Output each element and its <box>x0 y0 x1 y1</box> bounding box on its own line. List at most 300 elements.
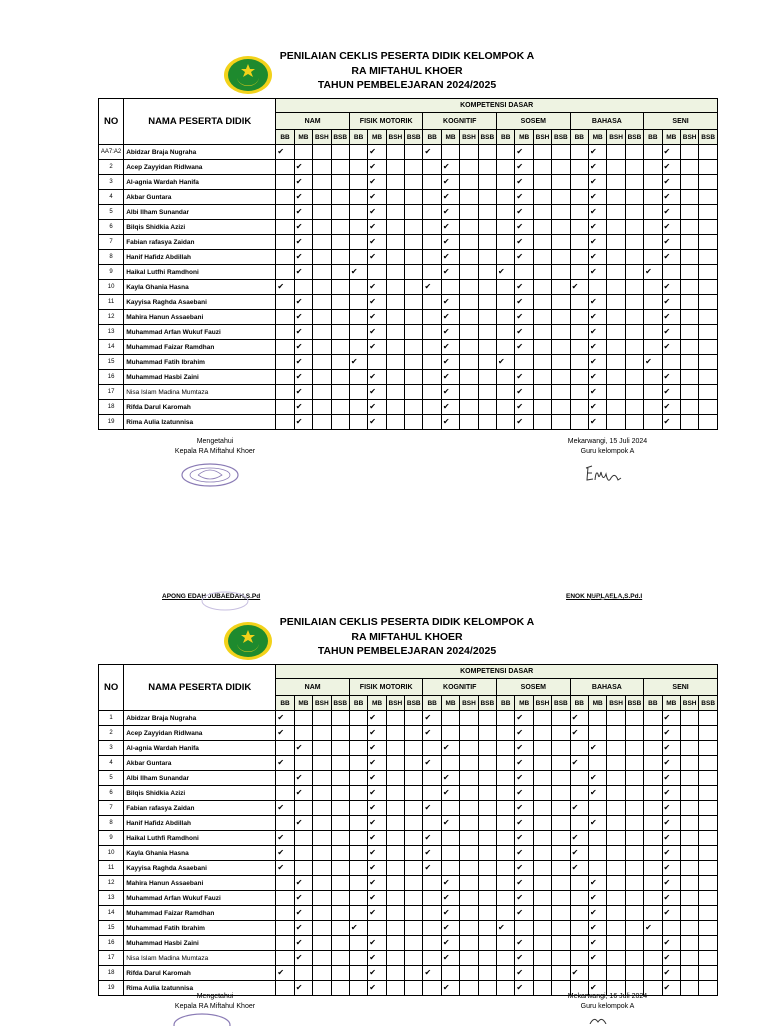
check-cell <box>607 741 625 756</box>
check-cell <box>644 726 662 741</box>
check-cell <box>386 160 404 175</box>
check-cell: ✔ <box>294 385 312 400</box>
check-cell <box>331 861 349 876</box>
check-cell <box>460 921 478 936</box>
check-cell <box>533 340 551 355</box>
table-row <box>99 340 718 355</box>
student-name: Muhammad Arfan Wukuf Fauzi <box>124 325 276 340</box>
check-cell <box>625 951 643 966</box>
check-cell <box>478 741 496 756</box>
check-cell <box>405 741 423 756</box>
check-cell: ✔ <box>515 891 533 906</box>
check-cell: ✔ <box>515 310 533 325</box>
check-cell <box>699 711 718 726</box>
check-cell: ✔ <box>570 861 588 876</box>
check-cell <box>276 951 294 966</box>
student-name: Muhammad Fatih Ibrahim <box>124 355 276 370</box>
check-cell <box>625 861 643 876</box>
title-line2: RA MIFTAHUL KHOER <box>351 64 463 77</box>
check-cell <box>276 355 294 370</box>
check-cell <box>497 861 515 876</box>
check-cell <box>276 876 294 891</box>
check-cell <box>607 846 625 861</box>
table-row <box>99 951 718 966</box>
check-cell <box>680 981 698 996</box>
check-cell <box>644 951 662 966</box>
check-cell <box>607 235 625 250</box>
check-cell <box>644 160 662 175</box>
check-cell: ✔ <box>423 831 441 846</box>
check-cell <box>478 400 496 415</box>
check-cell <box>552 385 570 400</box>
check-cell <box>386 145 404 160</box>
check-cell <box>460 250 478 265</box>
check-cell <box>588 831 606 846</box>
check-cell <box>607 250 625 265</box>
check-cell <box>294 280 312 295</box>
level-header: BB <box>276 130 294 145</box>
level-header: MB <box>588 130 606 145</box>
check-cell <box>423 250 441 265</box>
student-number: 17 <box>99 385 124 400</box>
check-cell <box>331 190 349 205</box>
check-cell: ✔ <box>662 295 680 310</box>
check-cell: ✔ <box>441 771 459 786</box>
check-cell <box>607 801 625 816</box>
student-number: 19 <box>99 981 124 996</box>
check-cell <box>680 756 698 771</box>
student-number: 10 <box>99 846 124 861</box>
level-header: BSB <box>331 130 349 145</box>
check-cell: ✔ <box>497 355 515 370</box>
check-cell: ✔ <box>368 175 386 190</box>
check-cell <box>552 741 570 756</box>
group-header: BAHASA <box>570 113 644 130</box>
check-cell <box>349 235 367 250</box>
check-cell <box>331 295 349 310</box>
left-sig-line2: Kepala RA Miftahul Khoer <box>174 1003 256 1010</box>
check-cell: ✔ <box>441 220 459 235</box>
check-cell <box>460 310 478 325</box>
check-cell <box>276 816 294 831</box>
check-cell: ✔ <box>588 816 606 831</box>
check-cell <box>313 981 331 996</box>
table-row <box>99 741 718 756</box>
check-cell <box>405 385 423 400</box>
student-name: Haikal Lutfhi Ramdhoni <box>124 265 276 280</box>
check-cell: ✔ <box>588 145 606 160</box>
student-number: 14 <box>99 906 124 921</box>
check-cell <box>607 145 625 160</box>
check-cell <box>607 876 625 891</box>
student-name: Bilqis Shidkia Azizi <box>124 786 276 801</box>
check-cell <box>497 280 515 295</box>
check-cell <box>625 846 643 861</box>
check-cell: ✔ <box>515 415 533 430</box>
check-cell <box>478 370 496 385</box>
check-cell <box>460 966 478 981</box>
check-cell <box>405 726 423 741</box>
check-cell <box>313 145 331 160</box>
check-cell: ✔ <box>588 951 606 966</box>
check-cell <box>313 861 331 876</box>
group-header: NAM <box>276 113 350 130</box>
student-name: Bilqis Shidkia Azizi <box>124 220 276 235</box>
check-cell <box>533 936 551 951</box>
left-signature-2 <box>150 993 280 1010</box>
check-cell: ✔ <box>294 220 312 235</box>
check-cell <box>331 265 349 280</box>
check-cell: ✔ <box>662 340 680 355</box>
check-cell <box>368 355 386 370</box>
check-cell <box>349 220 367 235</box>
check-cell: ✔ <box>515 876 533 891</box>
check-cell <box>460 891 478 906</box>
check-cell <box>460 981 478 996</box>
check-cell: ✔ <box>294 295 312 310</box>
student-name: Hanif Hafidz Abdillah <box>124 250 276 265</box>
check-cell: ✔ <box>588 370 606 385</box>
left-sig-line1: Mengetahui <box>196 438 234 445</box>
check-cell <box>533 921 551 936</box>
check-cell <box>276 190 294 205</box>
table-row <box>99 250 718 265</box>
check-cell <box>680 906 698 921</box>
check-cell: ✔ <box>294 771 312 786</box>
check-cell <box>497 771 515 786</box>
check-cell <box>607 711 625 726</box>
check-cell <box>386 726 404 741</box>
check-cell <box>644 385 662 400</box>
check-cell <box>570 816 588 831</box>
check-cell: ✔ <box>423 846 441 861</box>
check-cell <box>478 876 496 891</box>
check-cell <box>276 160 294 175</box>
check-cell <box>386 771 404 786</box>
check-cell: ✔ <box>441 816 459 831</box>
check-cell <box>405 220 423 235</box>
check-cell <box>699 235 718 250</box>
check-cell: ✔ <box>515 906 533 921</box>
student-number: 9 <box>99 831 124 846</box>
check-cell: ✔ <box>294 876 312 891</box>
check-cell <box>460 220 478 235</box>
check-cell <box>497 951 515 966</box>
check-cell <box>386 250 404 265</box>
student-number: 18 <box>99 400 124 415</box>
check-cell <box>331 816 349 831</box>
check-cell <box>570 175 588 190</box>
check-cell <box>460 265 478 280</box>
level-header: BB <box>570 696 588 711</box>
table-row <box>99 831 718 846</box>
check-cell <box>313 726 331 741</box>
check-cell <box>607 190 625 205</box>
check-cell <box>552 891 570 906</box>
check-cell: ✔ <box>441 400 459 415</box>
check-cell: ✔ <box>515 160 533 175</box>
check-cell <box>625 906 643 921</box>
check-cell: ✔ <box>515 771 533 786</box>
check-cell <box>680 726 698 741</box>
check-cell <box>680 370 698 385</box>
check-cell <box>405 801 423 816</box>
sheet1-title <box>0 49 768 93</box>
check-cell <box>386 400 404 415</box>
check-cell <box>423 160 441 175</box>
check-cell <box>349 190 367 205</box>
check-cell <box>349 726 367 741</box>
check-cell <box>644 250 662 265</box>
check-cell <box>460 415 478 430</box>
table-row <box>99 816 718 831</box>
level-header: BB <box>497 696 515 711</box>
check-cell <box>497 726 515 741</box>
check-cell <box>386 906 404 921</box>
check-cell: ✔ <box>294 175 312 190</box>
check-cell <box>331 726 349 741</box>
check-cell <box>405 400 423 415</box>
check-cell <box>386 981 404 996</box>
check-cell <box>552 711 570 726</box>
check-cell <box>405 711 423 726</box>
check-cell <box>331 966 349 981</box>
level-header: BSB <box>699 696 718 711</box>
table-row <box>99 235 718 250</box>
check-cell <box>680 771 698 786</box>
check-cell <box>699 385 718 400</box>
check-cell <box>313 265 331 280</box>
check-cell <box>405 861 423 876</box>
check-cell <box>607 325 625 340</box>
check-cell: ✔ <box>423 711 441 726</box>
student-number: 15 <box>99 355 124 370</box>
check-cell: ✔ <box>294 190 312 205</box>
check-cell <box>423 325 441 340</box>
check-cell <box>552 340 570 355</box>
check-cell: ✔ <box>294 906 312 921</box>
check-cell <box>313 325 331 340</box>
check-cell <box>313 801 331 816</box>
check-cell <box>276 235 294 250</box>
check-cell: ✔ <box>515 831 533 846</box>
level-header: BSH <box>386 696 404 711</box>
check-cell <box>349 771 367 786</box>
table-row <box>99 160 718 175</box>
check-cell <box>533 280 551 295</box>
check-cell <box>533 786 551 801</box>
check-cell <box>497 966 515 981</box>
check-cell <box>644 966 662 981</box>
student-number: 16 <box>99 936 124 951</box>
student-name: Muhammad Arfan Wukuf Fauzi <box>124 891 276 906</box>
check-cell <box>699 861 718 876</box>
check-cell <box>699 205 718 220</box>
check-cell: ✔ <box>368 951 386 966</box>
check-cell <box>699 906 718 921</box>
check-cell: ✔ <box>588 235 606 250</box>
check-cell <box>423 190 441 205</box>
check-cell <box>680 250 698 265</box>
check-cell <box>386 325 404 340</box>
check-cell <box>699 295 718 310</box>
student-name: Mahira Hanun Assaebani <box>124 876 276 891</box>
check-cell: ✔ <box>368 235 386 250</box>
check-cell: ✔ <box>294 951 312 966</box>
check-cell <box>699 370 718 385</box>
check-cell: ✔ <box>662 741 680 756</box>
table-row <box>99 145 718 160</box>
check-cell <box>644 801 662 816</box>
check-cell <box>460 876 478 891</box>
check-cell: ✔ <box>423 756 441 771</box>
check-cell <box>552 906 570 921</box>
table-row <box>99 876 718 891</box>
table-row <box>99 966 718 981</box>
check-cell <box>349 295 367 310</box>
check-cell <box>331 325 349 340</box>
level-header: MB <box>515 130 533 145</box>
check-cell <box>680 861 698 876</box>
check-cell <box>680 921 698 936</box>
check-cell <box>570 400 588 415</box>
check-cell <box>386 370 404 385</box>
check-cell <box>699 280 718 295</box>
check-cell <box>552 801 570 816</box>
check-cell: ✔ <box>294 235 312 250</box>
table-row <box>99 265 718 280</box>
check-cell <box>441 861 459 876</box>
student-number: AA7:A2 <box>99 145 124 160</box>
check-cell <box>497 981 515 996</box>
check-cell <box>533 205 551 220</box>
check-cell <box>570 741 588 756</box>
check-cell: ✔ <box>662 325 680 340</box>
check-cell <box>405 771 423 786</box>
check-cell <box>478 385 496 400</box>
check-cell: ✔ <box>662 981 680 996</box>
check-cell: ✔ <box>368 325 386 340</box>
check-cell: ✔ <box>441 340 459 355</box>
check-cell <box>478 295 496 310</box>
check-cell <box>460 816 478 831</box>
check-cell <box>699 325 718 340</box>
check-cell: ✔ <box>588 786 606 801</box>
student-number: 18 <box>99 966 124 981</box>
check-cell <box>699 756 718 771</box>
check-cell <box>607 265 625 280</box>
check-cell <box>460 771 478 786</box>
check-cell <box>423 385 441 400</box>
check-cell <box>570 235 588 250</box>
check-cell <box>607 936 625 951</box>
check-cell: ✔ <box>368 145 386 160</box>
check-cell: ✔ <box>662 145 680 160</box>
check-cell <box>552 355 570 370</box>
check-cell <box>497 936 515 951</box>
check-cell <box>331 771 349 786</box>
check-cell <box>386 846 404 861</box>
check-cell <box>699 415 718 430</box>
check-cell: ✔ <box>368 801 386 816</box>
check-cell: ✔ <box>515 756 533 771</box>
check-cell <box>699 951 718 966</box>
check-cell <box>405 936 423 951</box>
check-cell <box>478 816 496 831</box>
check-cell <box>276 906 294 921</box>
check-cell: ✔ <box>441 951 459 966</box>
table-row <box>99 190 718 205</box>
check-cell <box>533 250 551 265</box>
check-cell <box>423 235 441 250</box>
check-cell <box>497 756 515 771</box>
check-cell: ✔ <box>588 190 606 205</box>
check-cell <box>313 355 331 370</box>
check-cell: ✔ <box>588 355 606 370</box>
check-cell: ✔ <box>294 340 312 355</box>
table-row <box>99 786 718 801</box>
check-cell <box>533 295 551 310</box>
check-cell <box>441 145 459 160</box>
student-number: 8 <box>99 816 124 831</box>
check-cell: ✔ <box>276 711 294 726</box>
check-cell: ✔ <box>662 310 680 325</box>
level-header: BSH <box>460 696 478 711</box>
check-cell <box>680 235 698 250</box>
check-cell <box>441 801 459 816</box>
check-cell <box>405 160 423 175</box>
check-cell <box>533 966 551 981</box>
student-name: Fabian rafasya Zaidan <box>124 235 276 250</box>
check-cell <box>478 906 496 921</box>
check-cell: ✔ <box>497 921 515 936</box>
check-cell <box>552 846 570 861</box>
check-cell <box>497 370 515 385</box>
check-cell <box>570 415 588 430</box>
check-cell <box>552 145 570 160</box>
title-line1: PENILAIAN CEKLIS PESERTA DIDIK KELOMPOK A <box>279 50 535 62</box>
level-header: BSB <box>405 696 423 711</box>
check-cell <box>460 340 478 355</box>
student-number: 11 <box>99 861 124 876</box>
check-cell <box>460 160 478 175</box>
check-cell: ✔ <box>368 771 386 786</box>
check-cell <box>460 355 478 370</box>
check-cell <box>405 921 423 936</box>
check-cell <box>570 951 588 966</box>
check-cell <box>607 966 625 981</box>
check-cell <box>423 295 441 310</box>
check-cell <box>588 711 606 726</box>
check-cell <box>331 370 349 385</box>
level-header: BSB <box>552 696 570 711</box>
check-cell <box>497 175 515 190</box>
check-cell <box>460 280 478 295</box>
check-cell: ✔ <box>294 741 312 756</box>
level-header: BB <box>349 130 367 145</box>
check-cell <box>423 265 441 280</box>
check-cell: ✔ <box>294 981 312 996</box>
check-cell: ✔ <box>294 891 312 906</box>
check-cell: ✔ <box>441 741 459 756</box>
check-cell <box>405 250 423 265</box>
check-cell <box>460 205 478 220</box>
check-cell <box>478 936 496 951</box>
check-cell <box>478 340 496 355</box>
check-cell: ✔ <box>368 936 386 951</box>
level-header: BB <box>570 130 588 145</box>
check-cell <box>552 205 570 220</box>
